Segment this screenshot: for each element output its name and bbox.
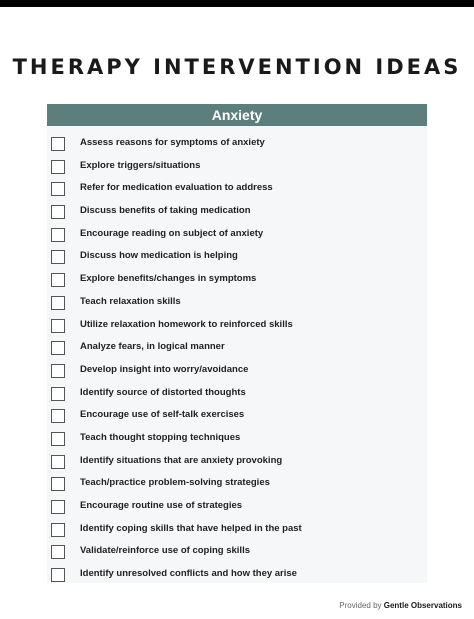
checklist-item bbox=[47, 406, 427, 429]
checklist-item-label: Discuss benefits of taking medication bbox=[80, 205, 251, 217]
checklist-item bbox=[47, 270, 427, 293]
top-border-bar bbox=[0, 0, 474, 7]
checklist-item-label: Analyze fears, in logical manner bbox=[80, 341, 225, 353]
checkbox[interactable] bbox=[51, 477, 65, 491]
checklist-item bbox=[47, 247, 427, 270]
checklist-item bbox=[47, 316, 427, 339]
checklist-item-label: Refer for medication evaluation to address bbox=[80, 182, 273, 194]
checkbox[interactable] bbox=[51, 319, 65, 333]
section-header-anxiety: Anxiety bbox=[47, 104, 427, 126]
checkbox[interactable] bbox=[51, 364, 65, 378]
checklist-item bbox=[47, 542, 427, 565]
checklist-item bbox=[47, 361, 427, 384]
checkbox[interactable] bbox=[51, 523, 65, 537]
checklist-item-label: Identify situations that are anxiety provoking bbox=[80, 454, 283, 466]
checkbox[interactable] bbox=[51, 137, 65, 151]
page-title: THERAPY INTERVENTION IDEAS bbox=[12, 55, 462, 79]
checklist-item bbox=[47, 179, 427, 202]
footer-brand: Gentle Observations bbox=[383, 601, 462, 610]
checklist-item-label: Teach relaxation skills bbox=[80, 295, 181, 307]
checklist-item bbox=[47, 429, 427, 452]
checkbox[interactable] bbox=[51, 182, 65, 196]
checklist-item-label: Identify coping skills that have helped in the past bbox=[80, 522, 302, 534]
footer-credit bbox=[339, 601, 462, 610]
checkbox[interactable] bbox=[51, 250, 65, 264]
intervention-checklist bbox=[47, 134, 427, 588]
checklist-item-label: Utilize relaxation homework to reinforced skills bbox=[80, 318, 293, 330]
checklist-item-label: Explore triggers/situations bbox=[80, 159, 201, 171]
checkbox[interactable] bbox=[51, 387, 65, 401]
checkbox[interactable] bbox=[51, 160, 65, 174]
checklist-item bbox=[47, 338, 427, 361]
checklist-item bbox=[47, 157, 427, 180]
checklist-item bbox=[47, 474, 427, 497]
checklist-item-label: Encourage reading on subject of anxiety bbox=[80, 227, 264, 239]
checkbox[interactable] bbox=[51, 205, 65, 219]
checkbox[interactable] bbox=[51, 500, 65, 514]
checklist-item-label: Explore benefits/changes in symptoms bbox=[80, 273, 257, 285]
checklist-item bbox=[47, 497, 427, 520]
checkbox[interactable] bbox=[51, 568, 65, 582]
checklist-item bbox=[47, 293, 427, 316]
checklist-item bbox=[47, 225, 427, 248]
checklist-item-label: Teach thought stopping techniques bbox=[80, 431, 241, 443]
checklist-item-label: Encourage routine use of strategies bbox=[80, 500, 243, 511]
checkbox[interactable] bbox=[51, 273, 65, 287]
checkbox[interactable] bbox=[51, 455, 65, 469]
checklist-item bbox=[47, 452, 427, 475]
checklist-item-label: Teach/practice problem-solving strategies bbox=[80, 477, 270, 489]
footer-prefix: Provided by bbox=[339, 601, 382, 610]
checklist-item-label: Identify source of distorted thoughts bbox=[80, 386, 246, 398]
checklist-item-label: Validate/reinforce use of coping skills bbox=[80, 545, 250, 557]
checklist-item-label: Assess reasons for symptoms of anxiety bbox=[80, 137, 265, 148]
checklist-item bbox=[47, 384, 427, 407]
checklist-item bbox=[47, 565, 427, 588]
checkbox[interactable] bbox=[51, 545, 65, 559]
checkbox[interactable] bbox=[51, 296, 65, 310]
checkbox[interactable] bbox=[51, 432, 65, 446]
checklist-item-label: Discuss how medication is helping bbox=[80, 250, 238, 262]
checklist-item-label: Encourage use of self-talk exercises bbox=[80, 409, 245, 421]
checklist-item-label: Develop insight into worry/avoidance bbox=[80, 363, 249, 375]
checkbox[interactable] bbox=[51, 228, 65, 242]
checklist-item bbox=[47, 520, 427, 543]
checklist-item-label: Identify unresolved conflicts and how they arise bbox=[80, 568, 297, 580]
checklist-item bbox=[47, 134, 427, 157]
checkbox[interactable] bbox=[51, 341, 65, 355]
checklist-item bbox=[47, 202, 427, 225]
checkbox[interactable] bbox=[51, 409, 65, 423]
